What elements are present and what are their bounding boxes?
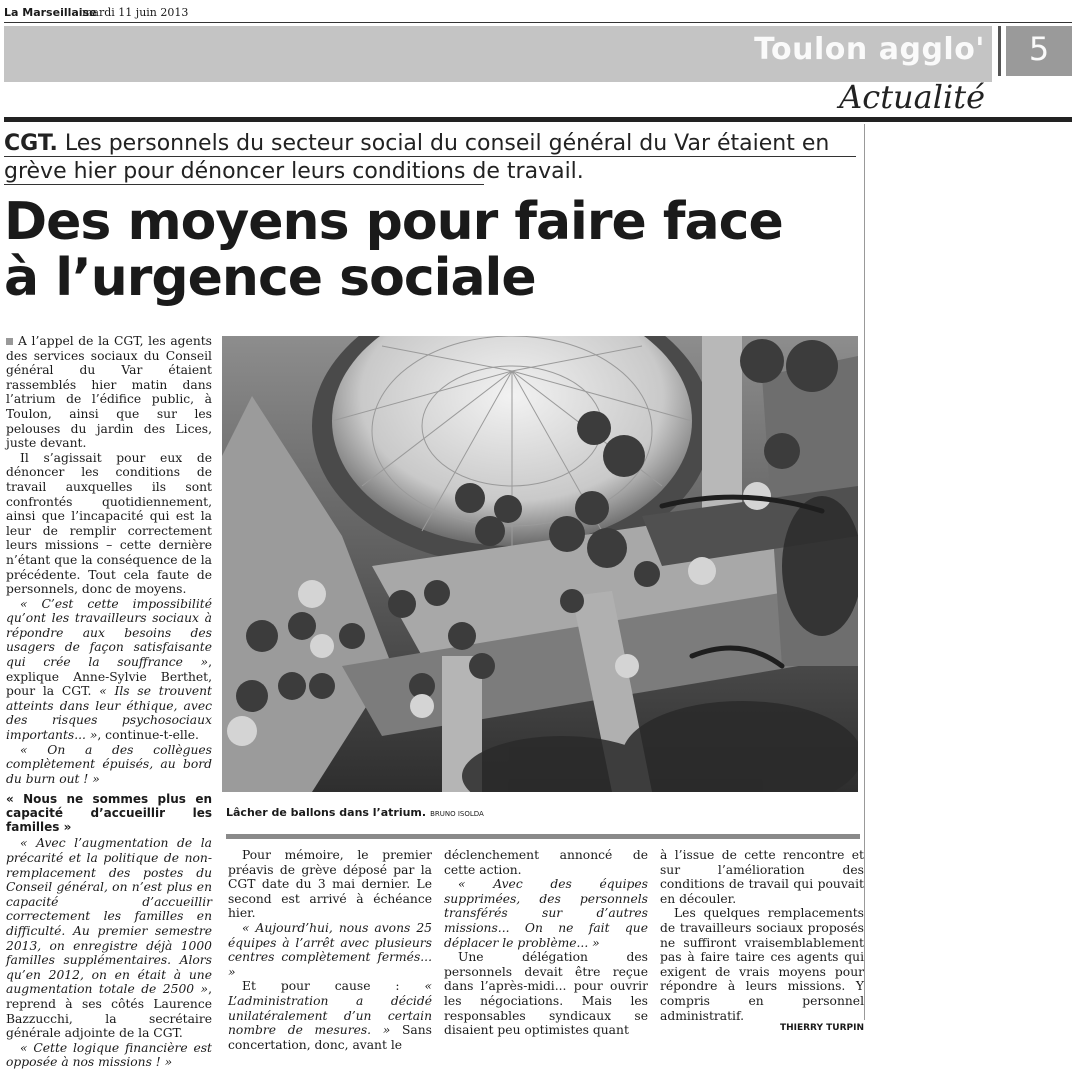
newspaper-name: La Marseillaise	[4, 6, 97, 19]
paragraph: Pour mémoire, le premier préavis de grève déposé par la CGT date du 3 mai dernier. Le second est arrivé à échéance hier.	[228, 848, 432, 921]
kicker-underline	[4, 156, 856, 157]
top-rule	[4, 22, 1072, 23]
paragraph: à l’issue de cette rencontre et sur l’amélioration des conditions de travail qui pouvait en découler.	[660, 848, 864, 906]
photo-credit: BRUNO ISOLDA	[430, 810, 484, 818]
section-separator	[998, 26, 1001, 76]
quote: « Ils se trouvent atteints dans leur éthique, avec des risques psychosociaux importants... »	[6, 684, 212, 743]
header-rule	[4, 117, 1072, 122]
paragraph: Les quelques remplacements de travailleurs sociaux proposés ne suffiront vraisemblablement pas à faire taire ces agents qui exigent de vrais moyens pour répondre à leurs missions. Y compris en personnel administratif.	[660, 906, 864, 1023]
quote-paragraph: « Cette logique financière est opposée à nos missions ! »	[6, 1040, 212, 1070]
article-column-4	[660, 848, 864, 1033]
paragraph	[6, 334, 212, 451]
article-column-1	[6, 334, 212, 1070]
rubric-label: Actualité	[839, 78, 985, 116]
paragraph-text: A l’appel de la CGT, les agents des services sociaux du Conseil général du Var étaient rassemblés hier matin dans l’atrium de l’édifice public, à Toulon, ainsi que sur les pelouses du jardin des Lices, juste devant.	[6, 334, 212, 451]
headline-line: Des moyens pour faire face	[4, 192, 783, 252]
subheading: « Nous ne sommes plus en capacité d’accueillir les familles »	[6, 792, 212, 835]
paragraph: Il s’agissait pour eux de dénoncer les conditions de travail auxquelles ils sont confrontés quotidiennement, ainsi que l’incapacité qui est la leur de remplir correctement leurs missions – cette dernière n’étant que la conséquence de la précédente. Tout cela faute de personnels, donc de moyens.	[6, 450, 212, 597]
headline-line: à l’urgence sociale	[4, 248, 536, 308]
quote: « Avec l’augmentation de la précarité et la politique de non-remplacement des postes du Conseil général, on n’est plus en capacité d’accueillir correctement les familles en difficulté. Au premier semestre 2013, on enregistre déjà 1000 familles supplémentaires. Alors qu’en 2012, on en était à une augmentation totale de 2500 »	[6, 836, 212, 997]
quote-paragraph: « Avec des équipes supprimées, des personnels transférés sur d’autres missions... On ne fait que déplacer le problème... »	[444, 877, 648, 950]
kicker-tag: CGT.	[4, 131, 58, 156]
paragraph	[6, 597, 212, 743]
headline	[4, 194, 854, 306]
quote: « L’administration a décidé unilatéralement d’un certain nombre de mesures. »	[228, 979, 432, 1038]
author-byline: THIERRY TURPIN	[779, 1023, 864, 1034]
quote-paragraph: « Aujourd’hui, nous avons 25 équipes à l’arrêt avec plusieurs centres complètement fermés... »	[228, 920, 432, 979]
quote: « C’est cette impossibilité qu’ont les travailleurs sociaux à répondre aux besoins des usagers de façon satisfaisante qui crée la souffrance »	[6, 596, 212, 670]
photo-caption	[226, 806, 484, 819]
paragraph-text: Sans concertation, donc, avant le	[228, 1023, 432, 1052]
kicker-underline	[4, 184, 484, 185]
paragraph	[6, 836, 212, 1040]
square-bullet-icon	[6, 338, 13, 345]
paragraph-text: , reprend à ses côtés Laurence Bazzucchi, la secrétaire générale adjointe de la CGT.	[6, 982, 212, 1041]
paragraph	[228, 979, 432, 1052]
page-number: 5	[1028, 30, 1050, 68]
caption-text: Lâcher de ballons dans l’atrium.	[226, 806, 427, 819]
kicker-text: Les personnels du secteur social du conseil général du Var étaient en grève hier pour dénoncer leurs conditions de travail.	[4, 131, 830, 184]
paragraph-text: , explique Anne-Sylvie Berthet, pour la CGT.	[6, 655, 212, 699]
atrium-photo	[222, 336, 858, 792]
paragraph-text: , continue-t-elle.	[97, 728, 199, 743]
kicker	[4, 130, 856, 186]
issue-date: mardi 11 juin 2013	[82, 6, 189, 19]
paragraph: Une délégation des personnels devait être reçue dans l’après-midi... pour ouvrir les négociations. Mais les responsables syndicaux se disaient peu optimistes quant	[444, 950, 648, 1038]
article-column-3	[444, 848, 648, 1038]
quote-paragraph: « On a des collègues complètement épuisés, au bord du burn out ! »	[6, 742, 212, 786]
paragraph-text: Et pour cause :	[242, 979, 425, 994]
balloons-atrium-image	[222, 336, 858, 792]
section-title: Toulon agglo'	[754, 32, 985, 67]
paragraph: déclenchement annoncé de cette action.	[444, 848, 648, 877]
column-divider-rule	[226, 834, 860, 839]
article-column-2	[228, 848, 432, 1052]
